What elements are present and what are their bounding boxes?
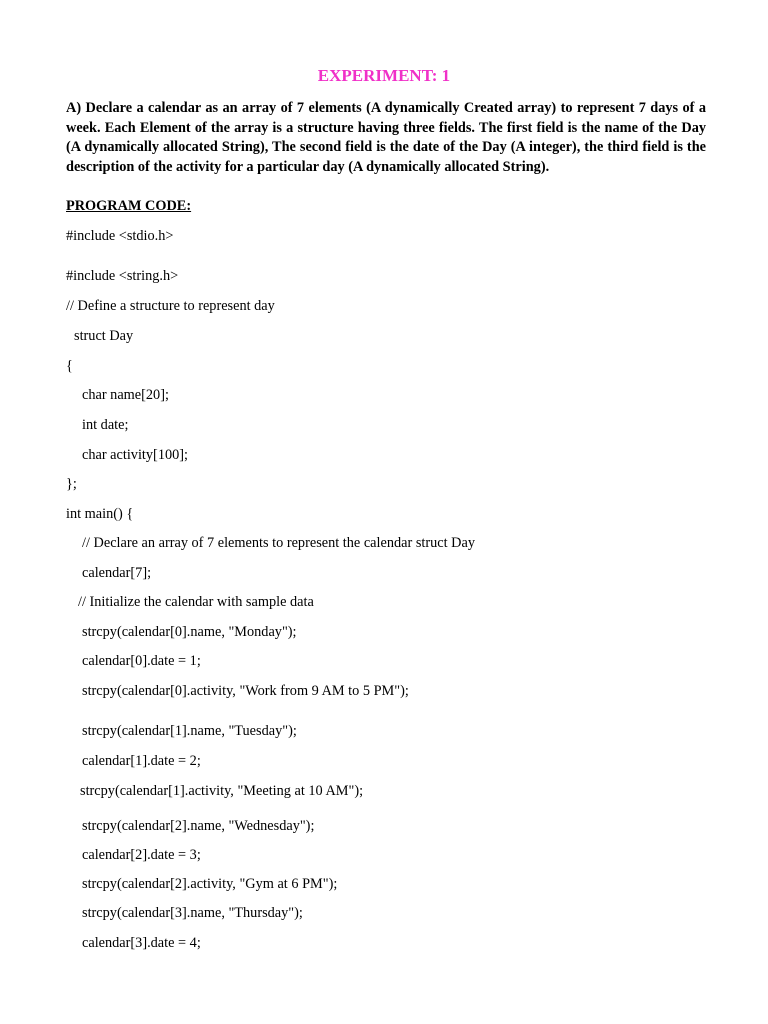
code-line: char activity[100]; [82, 447, 188, 463]
code-line: strcpy(calendar[0].activity, "Work from 9 AM to 5 PM"); [82, 683, 409, 699]
code-line: { [66, 358, 73, 374]
page-title: EXPERIMENT: 1 [317, 66, 451, 85]
code-line: strcpy(calendar[0].name, "Monday"); [82, 624, 297, 640]
code-line: int main() { [66, 506, 134, 522]
code-line: calendar[0].date = 1; [82, 653, 201, 669]
code-line: }; [66, 476, 77, 492]
code-line: char name[20]; [82, 387, 169, 403]
problem-statement: A) Declare a calendar as an array of 7 elements (A dynamically Created array) to represent 7 days of a week. Each Element of the array is a structure having three fields. The first field is the name of the Day (A dynamically allocated String), The second field is the date of the Day (A integer), the third field is the description of the activity for a particular day (A dynamically allocated String). [66, 100, 706, 175]
section-heading: PROGRAM CODE: [66, 198, 192, 214]
code-line: calendar[1].date = 2; [82, 753, 201, 769]
code-line: strcpy(calendar[3].name, "Thursday"); [82, 905, 303, 921]
code-line: struct Day [74, 328, 134, 344]
code-line: #include <string.h> [66, 268, 179, 284]
code-line: int date; [82, 417, 129, 433]
code-line: #include <stdio.h> [66, 228, 174, 244]
code-line: calendar[3].date = 4; [82, 935, 201, 951]
code-line: // Define a structure to represent day [66, 298, 275, 314]
code-line: strcpy(calendar[2].name, "Wednesday"); [82, 818, 315, 834]
code-line: // Declare an array of 7 elements to represent the calendar struct Day [82, 535, 475, 551]
code-line: strcpy(calendar[1].activity, "Meeting at 10 AM"); [80, 783, 364, 799]
code-line: calendar[2].date = 3; [82, 847, 201, 863]
code-line: // Initialize the calendar with sample data [78, 594, 314, 610]
code-line: strcpy(calendar[2].activity, "Gym at 6 PM"); [82, 876, 338, 892]
code-line: strcpy(calendar[1].name, "Tuesday"); [82, 723, 297, 739]
code-line: calendar[7]; [82, 565, 152, 581]
